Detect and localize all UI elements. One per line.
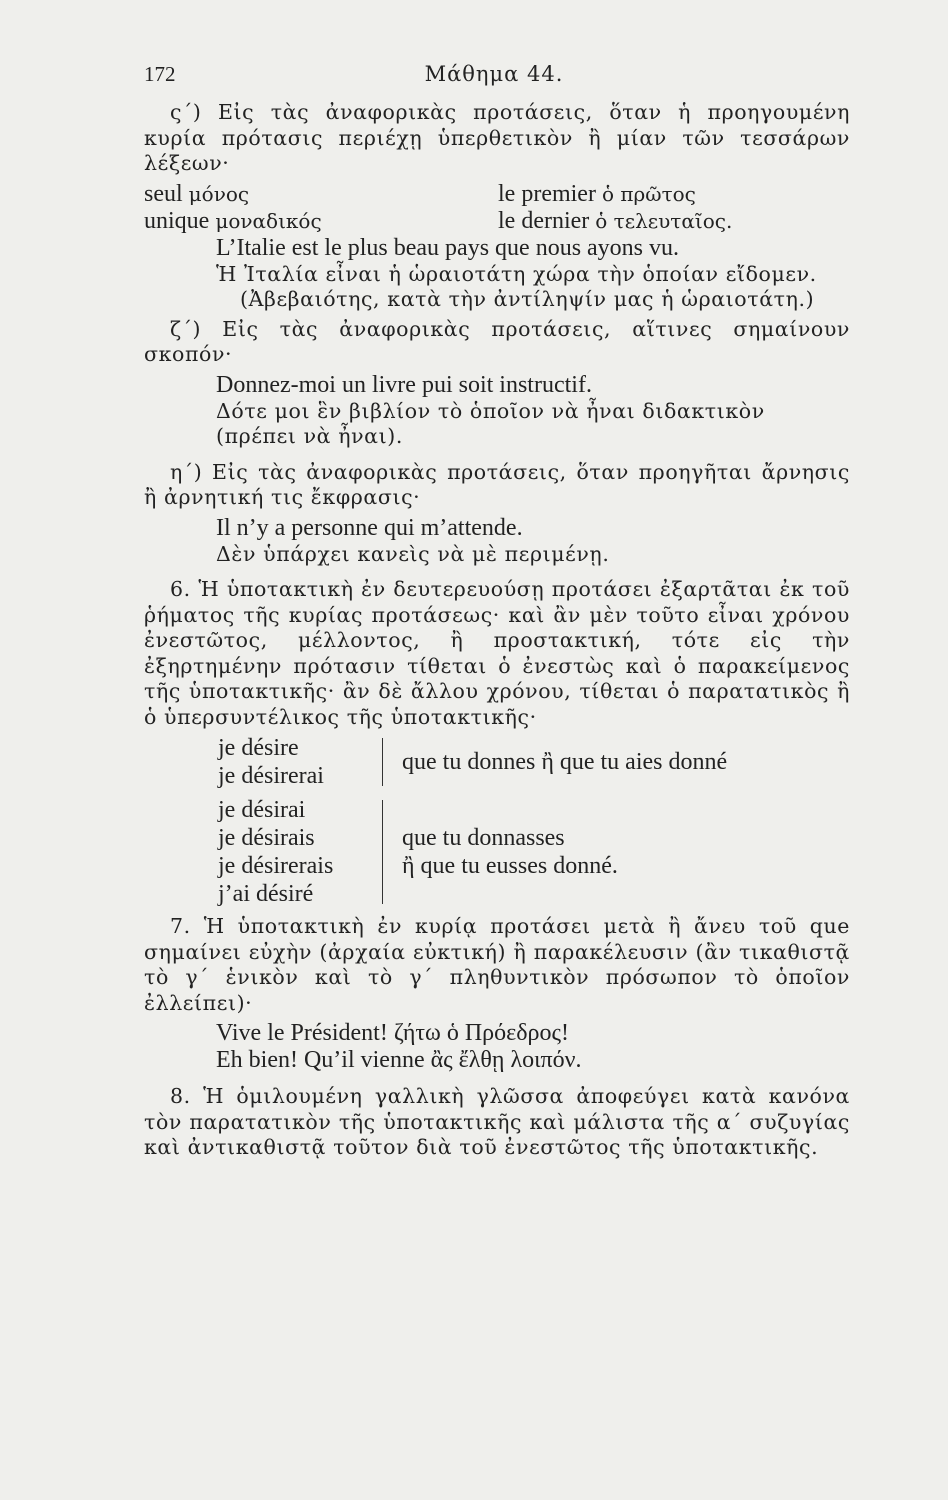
verb-form: je désirerais xyxy=(218,853,334,879)
verb-result: ἢ que tu eusses donné. xyxy=(402,853,618,879)
gr-word: μόνος xyxy=(188,181,250,206)
section-8-intro: η΄) Εἰς τὰς ἀναφορικὰς προτάσεις, ὅταν προηγῆται ἄρνησις ἢ ἀρνητική τις ἔκφρασις· xyxy=(144,459,850,509)
page-number: 172 xyxy=(144,62,176,86)
example-greek-note: (πρέπει νὰ ἦναι). xyxy=(216,424,403,448)
gr-word: ὁ τελευταῖος. xyxy=(595,208,733,233)
paragraph-7: 7. Ἡ ὑποτακτικὴ ἐν κυρίᾳ προτάσει μετὰ ἢ ἄνευ τοῦ que σημαίνει εὐχὴν (ἀρχαία εὐκτική) ἢ παρακέλευσιν (ἂν τικαθιστᾷ τὸ γ΄ ἑνικὸν καὶ τὸ γ΄ πληθυντικὸν πρόσωπον τὸ ὁποῖον ἐλλείπει)· xyxy=(144,914,850,1015)
verb-form: je désirerai xyxy=(218,763,324,789)
running-title: Μάθημα 44. xyxy=(424,62,564,86)
verb-form: je désirais xyxy=(218,825,315,851)
verb-group-past xyxy=(144,796,850,908)
fr-word: unique xyxy=(144,207,210,234)
section-6-intro: ς΄) Εἰς τὰς ἀναφορικὰς προτάσεις, ὅταν ἡ προηγουμένη κυρία πρότασις περιέχῃ ὑπερθετικὸν ἢ μίαν τῶν τεσσάρων λέξεων· xyxy=(144,100,850,175)
fr-word: seul xyxy=(144,180,183,207)
verb-form: je désirai xyxy=(218,797,306,823)
example-eh-bien: Eh bien! Qu’il vienne ἂς ἔλθῃ λοιπόν. xyxy=(216,1047,582,1073)
word-pair-row xyxy=(144,208,850,235)
example-vive: Vive le Président! ζήτω ὁ Πρόεδρος! xyxy=(216,1020,570,1046)
example-french: Donnez-moi un livre pui soit instructif. xyxy=(216,371,592,398)
brace xyxy=(378,796,402,908)
verb-form: je désire xyxy=(218,735,299,761)
page-content xyxy=(144,100,850,1161)
gr-word: ὁ πρῶτος xyxy=(601,181,696,206)
word-pair-row xyxy=(144,181,850,208)
example-greek-note: (Ἀβεβαιότης, κατὰ τὴν ἀντίληψίν μας ἡ ὡραιοτάτη.) xyxy=(240,287,815,311)
page-header xyxy=(144,62,844,92)
brace xyxy=(378,734,402,790)
example-greek: Δὲν ὑπάρχει κανεὶς νὰ μὲ περιμένῃ. xyxy=(216,541,610,566)
fr-word: le dernier xyxy=(498,207,590,234)
paragraph-8: 8. Ἡ ὁμιλουμένη γαλλικὴ γλῶσσα ἀποφεύγει κατὰ κανόνα τὸν παρατατικὸν τῆς ὑποτακτικῆς καὶ μάλιστα τῆς α΄ συζυγίας καὶ ἀντικαθιστᾷ τοῦτον διὰ τοῦ ἐνεστῶτος τῆς ὑποτακτικῆς. xyxy=(144,1084,850,1159)
example-french: Il n’y a personne qui m’attende. xyxy=(216,514,523,541)
paragraph-6: 6. Ἡ ὑποτακτικὴ ἐν δευτερευούσῃ προτάσει ἐξαρτᾶται ἐκ τοῦ ῥήματος τῆς κυρίας προτάσεως· καὶ ἂν μὲν τοῦτο εἶναι χρόνου ἐνεστῶτος, μέλλοντος, ἢ προστακτική, τότε εἰς τὴν ἐξηρτημένην πρότασιν τίθεται ὁ ἐνεστὼς καὶ ὁ παρακείμενος τῆς ὑποτακτικῆς· ἂν δὲ ἄλλου χρόνου, τίθεται ὁ παρατατικὸς ἢ ὁ ὑπερσυντέλικος τῆς ὑποτακτικῆς· xyxy=(144,577,850,729)
example-greek: Δότε μοι ἓν βιβλίον τὸ ὁποῖον νὰ ἦναι διδακτικὸν xyxy=(216,398,765,423)
example-french: L’Italie est le plus beau pays que nous ayons vu. xyxy=(216,234,680,261)
verb-form: j’ai désiré xyxy=(218,881,314,907)
gr-word: μοναδικός xyxy=(215,208,322,233)
verb-result: que tu donnes ἢ que tu aies donné xyxy=(402,749,728,775)
verb-group-present xyxy=(144,734,850,790)
fr-word: le premier xyxy=(498,180,596,207)
section-7-intro: ζ΄) Εἰς τὰς ἀναφορικὰς προτάσεις, αἵτινες σημαίνουν σκοπόν· xyxy=(144,316,850,366)
verb-result: que tu donnasses xyxy=(402,825,565,851)
example-greek: Ἡ Ἰταλία εἶναι ἡ ὡραιοτάτη χώρα τὴν ὁποίαν εἴδομεν. xyxy=(216,261,817,286)
